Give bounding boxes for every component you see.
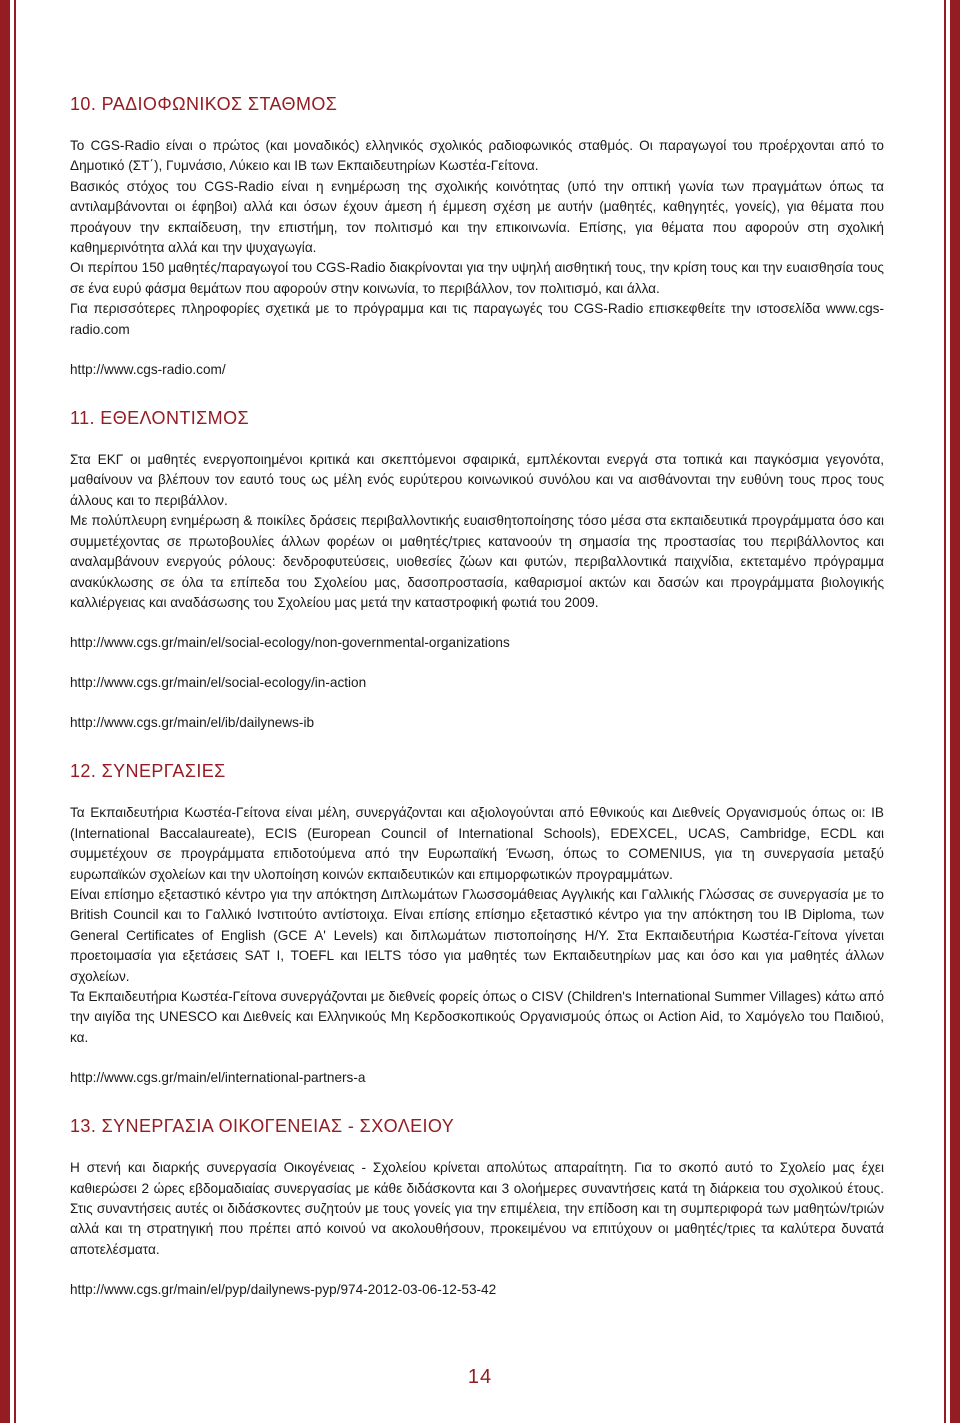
paragraph: Η στενή και διαρκής συνεργασία Οικογένειας - Σχολείου κρίνεται απολύτως απαραίτητη. Για το σκοπό αυτό το Σχολείο μας έχει καθιερώσει 2 ώρες εβδομαδιαίας συνεργασίας με κάθε διδάσκοντα και 3 ολοήμερες συναντήσεις κατά τη διάρκεια του σχολικού έτους. Στις συναντήσεις αυτές οι διδάσκοντες συζητούν με τους γονείς για την επιμέλεια, την επίδοση και τη συμπεριφορά των μαθητών/τριών αλλά και τη στρατηγική που πρέπει από κοινού να ακολουθήσουν, προκειμένου να επιτύχουν οι μαθητές/τριες τα καλύτερα δυνατά αποτελέσματα.: [70, 1160, 884, 1257]
page-content: [70, 92, 884, 1300]
left-border-line: [14, 0, 16, 1423]
link-ngo[interactable]: http://www.cgs.gr/main/el/social-ecology/non-governmental-organizations: [70, 635, 510, 651]
paragraph: Βασικός στόχος του CGS-Radio είναι η ενημέρωση της σχολικής κοινότητας (υπό την οπτική γωνία των πραγμάτων όπως τα αντιλαμβάνονται οι έφηβοι) αλλά και όσων έχουν άμεση ή έμμεση σχέση με αυτήν (μαθητές, καθηγητές, γονείς), για θέματα που προάγουν την εκπαίδευση, την επιστήμη, τον πολιτισμό και την επικοινωνία. Επίσης, για θέματα που αφορούν στη σχολική καθημερινότητα αλλά και την ψυχαγωγία.: [70, 178, 884, 256]
right-border-line: [944, 0, 946, 1423]
paragraph: Τα Εκπαιδευτήρια Κωστέα-Γείτονα συνεργάζονται με διεθνείς φορείς όπως ο CISV (Children's International Summer Villages) κάτω από την αιγίδα της UNESCO και Διεθνείς και Ελληνικούς Μη Κερδοσκοπικούς Οργανισμούς όπως οι Action Aid, το Χαμόγελο του Παιδιού, κα.: [70, 988, 884, 1045]
link-international-partners[interactable]: http://www.cgs.gr/main/el/international-partners-a: [70, 1070, 366, 1086]
paragraph: Το CGS-Radio είναι ο πρώτος (και μοναδικός) ελληνικός σχολικός ραδιοφωνικός σταθμός. Οι παραγωγοί του προέρχονται από το Δημοτικό (ΣΤ΄), Γυμνάσιο, Λύκειο και IB των Εκπαιδευτηρίων Κωστέα-Γείτονα.: [70, 138, 884, 174]
paragraph: Για περισσότερες πληροφορίες σχετικά με το πρόγραμμα και τις παραγωγές του CGS-Radio επισκεφθείτε την ιστοσελίδα www.cgs-radio.com: [70, 301, 884, 337]
section-title-radio: 10. ΡΑΔΙΟΦΩΝΙΚΟΣ ΣΤΑΘΜΟΣ: [70, 94, 338, 114]
section-title-volunteering: 11. ΕΘΕΛΟΝΤΙΣΜΟΣ: [70, 408, 249, 429]
paragraph: Με πολύπλευρη ενημέρωση & ποικίλες δράσεις περιβαλλοντικής ευαισθητοποίησης τόσο μέσα στα εκπαιδευτικά προγράμματα όσο και συμμετέχοντας σε πρωτοβουλίες άλλων φορέων οι μαθητές/τριες κατανοούν τη σημασία της προστασίας του περιβάλλοντος και αναλαμβάνουν ενεργούς ρόλους: δενδροφυτεύσεις, υιοθεσίες ζώων και φυτών, περιβαλλοντικά παιχνίδια, εκτεταμένο πρόγραμμα ανακύκλωσης σε όλα τα επίπεδα του Σχολείου μας, δασοπροστασία, καθαρισμοί ακτών και δασών και προγράμματα βιολογικής καλλιέργειας και αναδάσωσης του Σχολείου μας μετά την καταστροφική φωτιά του 2009.: [70, 513, 884, 610]
section-title-family-school: 13. ΣΥΝΕΡΓΑΣΙΑ ΟΙΚΟΓΕΝΕΙΑΣ - ΣΧΟΛΕΙΟΥ: [70, 1116, 455, 1137]
right-border-stripe: [950, 0, 960, 1423]
section-title-partnerships: 12. ΣΥΝΕΡΓΑΣΙΕΣ: [70, 761, 226, 782]
link-dailynews-ib[interactable]: http://www.cgs.gr/main/el/ib/dailynews-ib: [70, 715, 315, 731]
left-border-stripe: [0, 0, 10, 1423]
page-number: 14: [467, 1366, 493, 1388]
paragraph: Στα ΕΚΓ οι μαθητές ενεργοποιημένοι κριτικά και σκεπτόμενοι σφαιρικά, εμπλέκονται ενεργά στα τοπικά και παγκόσμια γεγονότα, μαθαίνουν να βλέπουν τον εαυτό τους ως μέλη ενός ευρύτερου κοινωνικού συνόλου και να αισθάνονται την ευθύνη τους προς τους άλλους και το περιβάλλον.: [70, 452, 884, 508]
link-cgs-radio[interactable]: http://www.cgs-radio.com/: [70, 362, 226, 378]
link-dailynews-pyp[interactable]: http://www.cgs.gr/main/el/pyp/dailynews-pyp/974-2012-03-06-12-53-42: [70, 1282, 497, 1298]
link-in-action[interactable]: http://www.cgs.gr/main/el/social-ecology/in-action: [70, 675, 367, 691]
paragraph: Οι περίπου 150 μαθητές/παραγωγοί του CGS-Radio διακρίνονται για την υψηλή αισθητική τους, την κρίση τους και την ευαισθησία τους σε ένα ευρύ φάσμα θεμάτων που αφορούν στην κοινωνία, το περιβάλλον, τον πολιτισμό, και άλλα.: [70, 260, 884, 296]
paragraph: Τα Εκπαιδευτήρια Κωστέα-Γείτονα είναι μέλη, συνεργάζονται και αξιολογούνται από Εθνικούς και Διεθνείς Οργανισμούς όπως οι: IB (International Baccalaureate), ECIS (European Council of International Schools), EDEXCEL, UCAS, Cambridge, ECDL και συμμετέχουν σε προγράμματα επιδοτούμενα από την Ευρωπαϊκή Ένωση, όπως το COMENIUS, για τη συνεργασία μεταξύ ευρωπαϊκών σχολείων και την υλοποίηση κοινών εκπαιδευτικών και επιμορφωτικών προγραμμάτων.: [70, 805, 884, 882]
paragraph: Είναι επίσημο εξεταστικό κέντρο για την απόκτηση Διπλωμάτων Γλωσσομάθειας Αγγλικής και Γαλλικής Γλώσσας σε συνεργασία με το British Council και το Γαλλικό Ινστιτούτο αντίστοιχα. Είναι επίσης επίσημο εξεταστικό κέντρο για την απόκτηση του IB Diploma, των General Certificates of English (GCE A' Levels) και διπλωμάτων πιστοποίησης Η/Υ. Στα Εκπαιδευτήρια Κωστέα-Γείτονα γίνεται προετοιμασία για εξετάσεις SAT I, TOEFL και IELTS τόσο για μαθητές των Εκπαιδευτηρίων μας και όσο και για μαθητές άλλων σχολείων.: [70, 886, 884, 984]
